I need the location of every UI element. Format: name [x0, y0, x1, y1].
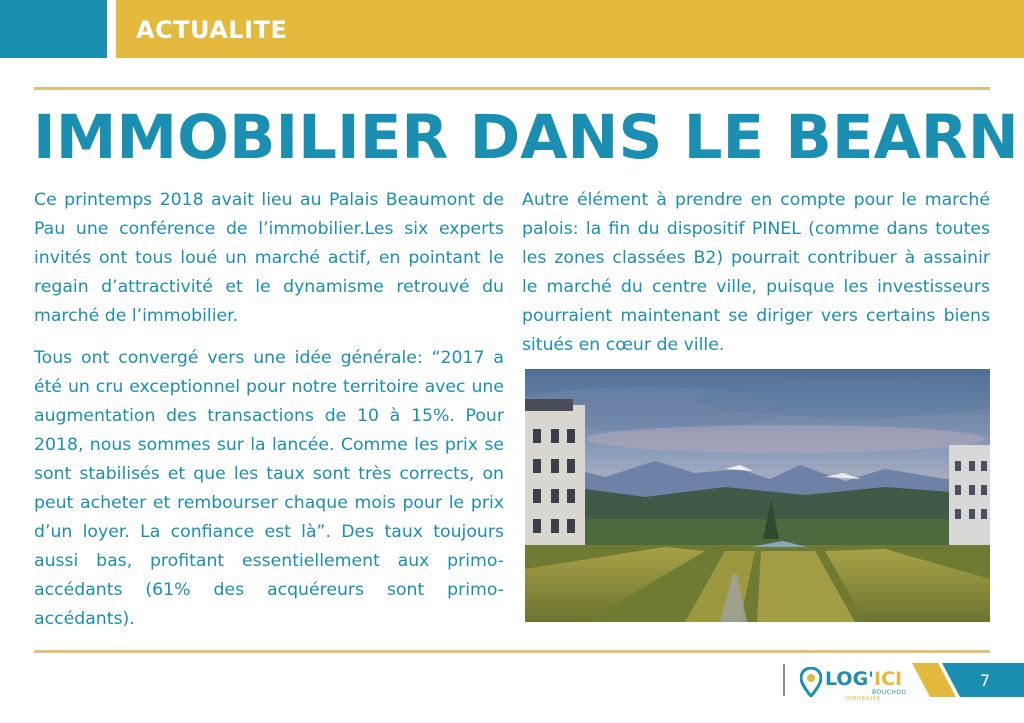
paragraph: Tous ont convergé vers une idée générale: “2017 a été un cru exceptionnel pour notre territoire avec une augmentation des transactions de 10 à 15%. Pour 2018, nous sommes sur la lancée. Comme les prix se sont stabilisés et que les taux sont très corrects, on peut acheter et rembourser chaque mois pour le prix d’un loyer. La confiance est là”. Des taux toujours aussi bas, profitant essentiellement aux primo-accédants (61% des acquéreurs sont primo-accédants).: [34, 348, 504, 629]
garden-mountains-photo: [525, 369, 990, 622]
footer-divider: [783, 664, 785, 696]
page-number-tab: [912, 663, 1024, 697]
header-blue-block: [0, 0, 107, 58]
location-pin-icon: [800, 667, 822, 697]
paragraph: Autre élément à prendre en compte pour le marché palois: la fin du dispositif PINEL (comme dans toutes les zones classées B2) pourrait contribuer à assainir le marché du centre ville, puisque les investisseurs pourraient maintenant se diriger vers certains biens situés en cœur de ville.: [522, 190, 990, 355]
logo-subtitle: BOUCHOU: [872, 689, 907, 696]
article-title: IMMOBILIER DANS LE BEARN: [33, 102, 1019, 173]
article-left-column: [34, 186, 504, 634]
bottom-divider: [34, 650, 990, 653]
company-logo: [825, 668, 902, 690]
logo-main-text: LOG': [825, 668, 874, 690]
paragraph: Ce printemps 2018 avait lieu au Palais Beaumont de Pau une conférence de l’immobilier.Les six experts invités ont tous loué un marché actif, en pointant le regain d’attractivité et le dynamisme retrouvé du marché de l’immobilier.: [34, 190, 504, 326]
page-number: 7: [979, 671, 991, 690]
article-right-column: [522, 186, 990, 360]
top-divider: [34, 87, 990, 90]
logo-accent-text: ICI: [874, 668, 903, 690]
section-label: ACTUALITE: [136, 16, 288, 44]
logo-tagline: IMMOBILIER: [845, 696, 881, 702]
